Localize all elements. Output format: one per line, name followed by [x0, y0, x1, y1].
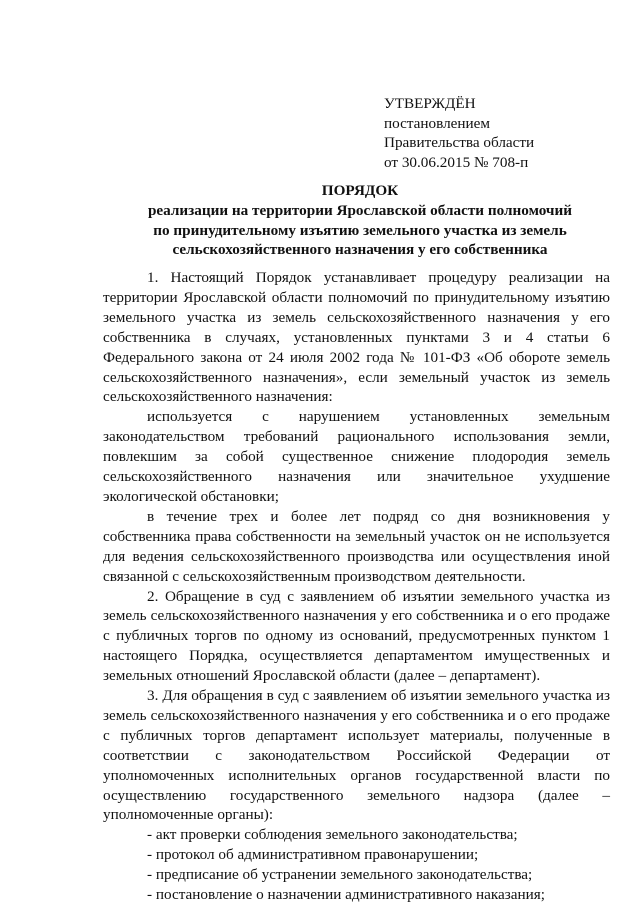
approval-line-approved: УТВЕРЖДЁН	[384, 95, 476, 112]
subtitle-line-3: сельскохозяйственного назначения у его собственника	[172, 241, 548, 259]
list-item: - постановление о назначении административного наказания;	[147, 886, 545, 904]
list-item: - протокол об административном правонарушении;	[147, 846, 479, 864]
document-subtitle	[100, 201, 620, 260]
paragraph-1-condition-b: в течение трех и более лет подряд со дня возникновения у собственника права собственности на земельный участок он не используется для ведения сельскохозяйственного производства или осуществления иной связанной с сельскохозяйственным производством деятельности.	[103, 507, 610, 585]
paragraph-1: 1. Настоящий Порядок устанавливает процедуру реализации на территории Ярославской области полномочий по принудительному изъятию земельного участка из земель сельскохозяйственного назначения у его собственника в случаях, установленных пунктами 3 и 4 статьи 6 Федерального закона от 24 июля 2002 года № 101-ФЗ «Об обороте земель сельскохозяйственного назначения», если земельный участок из земель сельскохозяйственного назначения:	[103, 269, 610, 406]
list-item: - акт проверки соблюдения земельного законодательства;	[147, 826, 518, 844]
subtitle-line-2: по принудительному изъятию земельного участка из земель	[153, 221, 567, 239]
approval-stamp	[384, 94, 534, 172]
paragraph-2: 2. Обращение в суд с заявлением об изъятии земельного участка из земель сельскохозяйственного назначения у его собственника и о его продаже с публичных торгов по одному из оснований, предусмотренных пунктом 1 настоящего Порядка, осуществляется департаментом имущественных и земельных отношений Ярославской области (далее – департамент).	[103, 587, 610, 685]
approval-line-government: Правительства области	[384, 134, 535, 152]
approval-line-resolution: постановлением	[384, 114, 491, 132]
approval-line-date-number: от 30.06.2015 № 708-п	[384, 153, 529, 171]
document-body	[103, 268, 610, 905]
document-title: ПОРЯДОК	[321, 182, 399, 199]
list-item: - предписание об устранении земельного законодательства;	[147, 866, 533, 884]
paragraph-3: 3. Для обращения в суд с заявлением об изъятии земельного участка из земель сельскохозяйственного назначения у его собственника и о его продаже с публичных торгов департамент использует материалы, полученные в соответствии с законодательством Российской Федерации от уполномоченных исполнительных органов государственной власти по осуществлению государственного земельного надзора (далее – уполномоченные органы):	[103, 687, 610, 824]
subtitle-line-1: реализации на территории Ярославской области полномочий	[147, 202, 572, 219]
paragraph-1-condition-a: используется с нарушением установленных земельным законодательством требований рационального использования земли, повлекшим за собой существенное снижение плодородия земель сельскохозяйственного назначения или значительное ухудшение экологической обстановки;	[103, 408, 610, 505]
